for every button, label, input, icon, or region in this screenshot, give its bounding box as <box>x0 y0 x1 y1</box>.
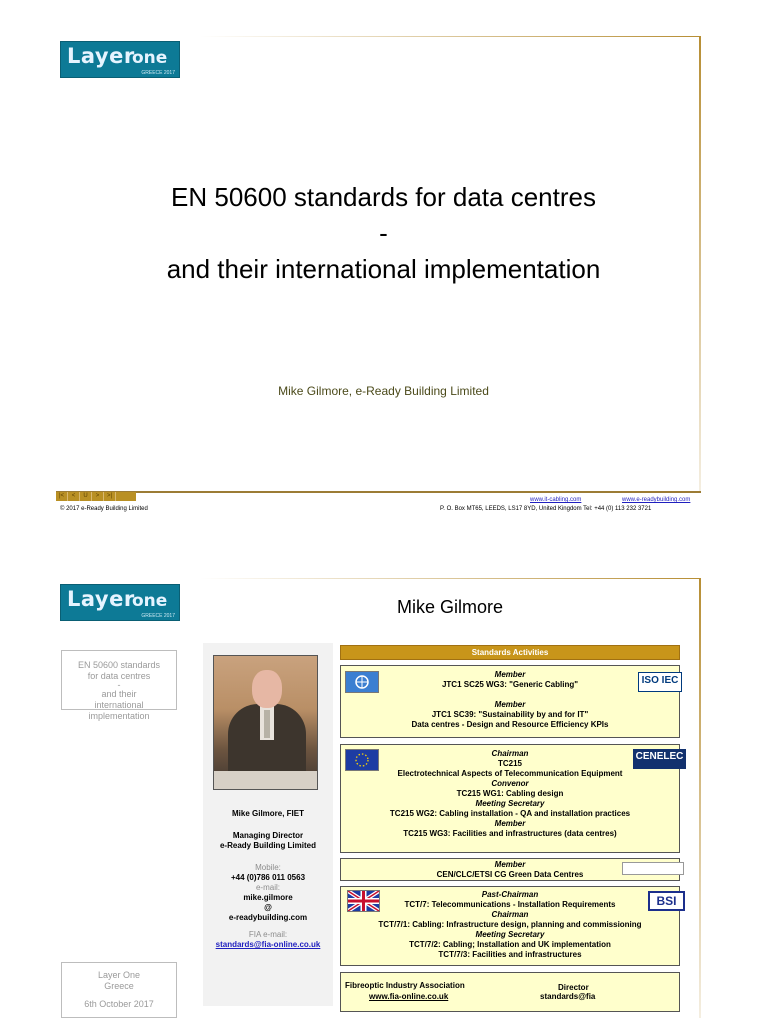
activity-box-iso <box>340 665 680 738</box>
activity-role: Member <box>494 700 526 709</box>
logo-small-text: GREECE 2017 <box>141 613 175 619</box>
activity-role: Meeting Secretary <box>475 799 545 808</box>
photo-head <box>252 670 282 708</box>
sidebox-line: implementation <box>88 711 150 721</box>
fia-email-link[interactable]: standards@fia-online.co.uk <box>215 940 321 949</box>
activity-item: TC215 WG3: Facilities and infrastructures (data centres) <box>403 829 617 838</box>
fia-role: Director <box>558 983 589 992</box>
mobile-label: Mobile: <box>255 863 281 872</box>
photo-tie <box>264 710 270 738</box>
activity-box-bsi <box>340 886 680 966</box>
nav-first-button[interactable]: |< <box>56 492 68 501</box>
uk-flag-icon <box>347 890 380 912</box>
slide1-title-line3: and their international implementation <box>166 254 601 284</box>
activity-item: Data centres - Design and Resource Efficiency KPIs <box>411 720 609 729</box>
email-part2: @ <box>264 903 272 912</box>
activity-role: Convenor <box>491 779 529 788</box>
slide1-frame-top <box>200 36 700 37</box>
logo-main-text: Layer <box>67 44 135 68</box>
union-jack-icon <box>348 891 379 911</box>
nav-up-button[interactable]: U <box>80 492 92 501</box>
sidebox-line: for data centres <box>87 671 151 681</box>
sidebox-line: - <box>117 680 121 690</box>
logo-accent-text: one <box>132 591 168 611</box>
fia-org: Fibreoptic Industry Association <box>345 981 465 990</box>
sidebox-line: 6th October 2017 <box>84 999 154 1009</box>
profile-name: Mike Gilmore, FIET <box>231 809 304 818</box>
sidebox-line: Greece <box>104 981 134 991</box>
fia-email-label: FIA e-mail: <box>248 930 288 939</box>
nav-last-button[interactable]: >| <box>104 492 116 501</box>
logo-accent-text: one <box>132 48 168 68</box>
profile-role: Managing Director <box>232 831 304 840</box>
un-flag-icon <box>345 671 379 693</box>
slide2-frame-right <box>699 578 701 1018</box>
it-cabling-link[interactable]: www.it-cabling.com <box>530 497 582 503</box>
activity-item: TCT/7/1: Cabling: Infrastructure design, planning and commissioning <box>378 920 642 929</box>
slide1-title-line1: EN 50600 standards for data centres <box>171 182 596 212</box>
activity-item: TC215 WG2: Cabling installation - QA and installation practices <box>389 809 631 818</box>
activity-box-fia <box>340 972 680 1012</box>
profile-details <box>203 809 333 950</box>
sidebox-line: international <box>94 700 144 710</box>
profile-company: e-Ready Building Limited <box>219 841 316 850</box>
logo-small-text: GREECE 2017 <box>141 70 175 76</box>
nav-prev-button[interactable]: < <box>68 492 80 501</box>
activity-item: TC215 WG1: Cabling design <box>456 789 564 798</box>
eu-flag-icon <box>345 749 379 771</box>
sidebox-line: and their <box>101 689 137 699</box>
e-readybuilding-link[interactable]: www.e-readybuilding.com <box>622 497 691 503</box>
eu-stars-icon <box>346 750 378 770</box>
logo-main-text: Layer <box>67 587 135 611</box>
activity-role: Chairman <box>491 749 529 758</box>
fia-website-link[interactable]: www.fia-online.co.uk <box>369 992 449 1001</box>
iso-iec-logo: ISO IEC <box>638 672 682 692</box>
profile-photo <box>213 655 318 790</box>
sidebox-event <box>61 962 177 1018</box>
email-part3: e-readybuilding.com <box>228 913 308 922</box>
activity-role: Past-Chairman <box>481 890 539 899</box>
bsi-logo: BSI <box>648 891 685 911</box>
sidebox-line: Layer One <box>97 970 141 980</box>
activity-item: JTC1 SC25 WG3: "Generic Cabling" <box>441 680 579 689</box>
layer-one-logo <box>60 41 180 78</box>
activity-item: TCT/7/3: Facilities and infrastructures <box>438 950 582 959</box>
activity-item: JTC1 SC39: "Sustainability by and for IT" <box>431 710 589 719</box>
sidebox-talk-title <box>61 650 177 721</box>
sidebox-line: EN 50600 standards <box>77 660 161 670</box>
email-part1: mike.gilmore <box>243 893 293 902</box>
nav-next-button[interactable]: > <box>92 492 104 501</box>
mobile-number: +44 (0)786 011 0563 <box>230 873 306 882</box>
standards-activities-header: Standards Activities <box>340 645 680 660</box>
cen-clc-etsi-logo <box>622 862 684 875</box>
activity-role: Member <box>494 860 526 869</box>
cenelec-logo: CENELEC <box>633 749 686 769</box>
activity-item: TC215 <box>497 759 522 768</box>
photo-desk <box>214 771 317 789</box>
activity-item: TCT/7/2: Cabling; Installation and UK implementation <box>409 940 611 949</box>
email-label: e-mail: <box>255 883 280 892</box>
activity-box-cenelec <box>340 744 680 853</box>
activity-role: Member <box>494 670 526 679</box>
slide1-bottom-rule <box>56 491 701 493</box>
slide1-author: Mike Gilmore, e-Ready Building Limited <box>278 384 489 398</box>
slide1-copyright: © 2017 e-Ready Building Limited <box>60 506 148 512</box>
slide2-frame-top <box>200 578 700 579</box>
layer-one-logo <box>60 584 180 621</box>
un-emblem-icon <box>346 672 378 692</box>
activity-role: Chairman <box>491 910 529 919</box>
slide2-title: Mike Gilmore <box>396 597 503 617</box>
slide1-address: P. O. Box MT65, LEEDS, LS17 8YD, United Kingdom Tel: +44 (0) 113 232 3721 <box>440 506 652 512</box>
fia-contact: standards@fia <box>540 992 596 1001</box>
slide-nav-controls[interactable] <box>56 492 136 501</box>
activity-role: Member <box>494 819 526 828</box>
activity-item: CEN/CLC/ETSI CG Green Data Centres <box>436 870 584 879</box>
activity-item: Electrotechnical Aspects of Telecommunication Equipment <box>397 769 623 778</box>
slide1-title-line2: - <box>379 218 388 248</box>
activity-item: TCT/7: Telecommunications - Installation Requirements <box>404 900 616 909</box>
activity-role: Meeting Secretary <box>475 930 545 939</box>
